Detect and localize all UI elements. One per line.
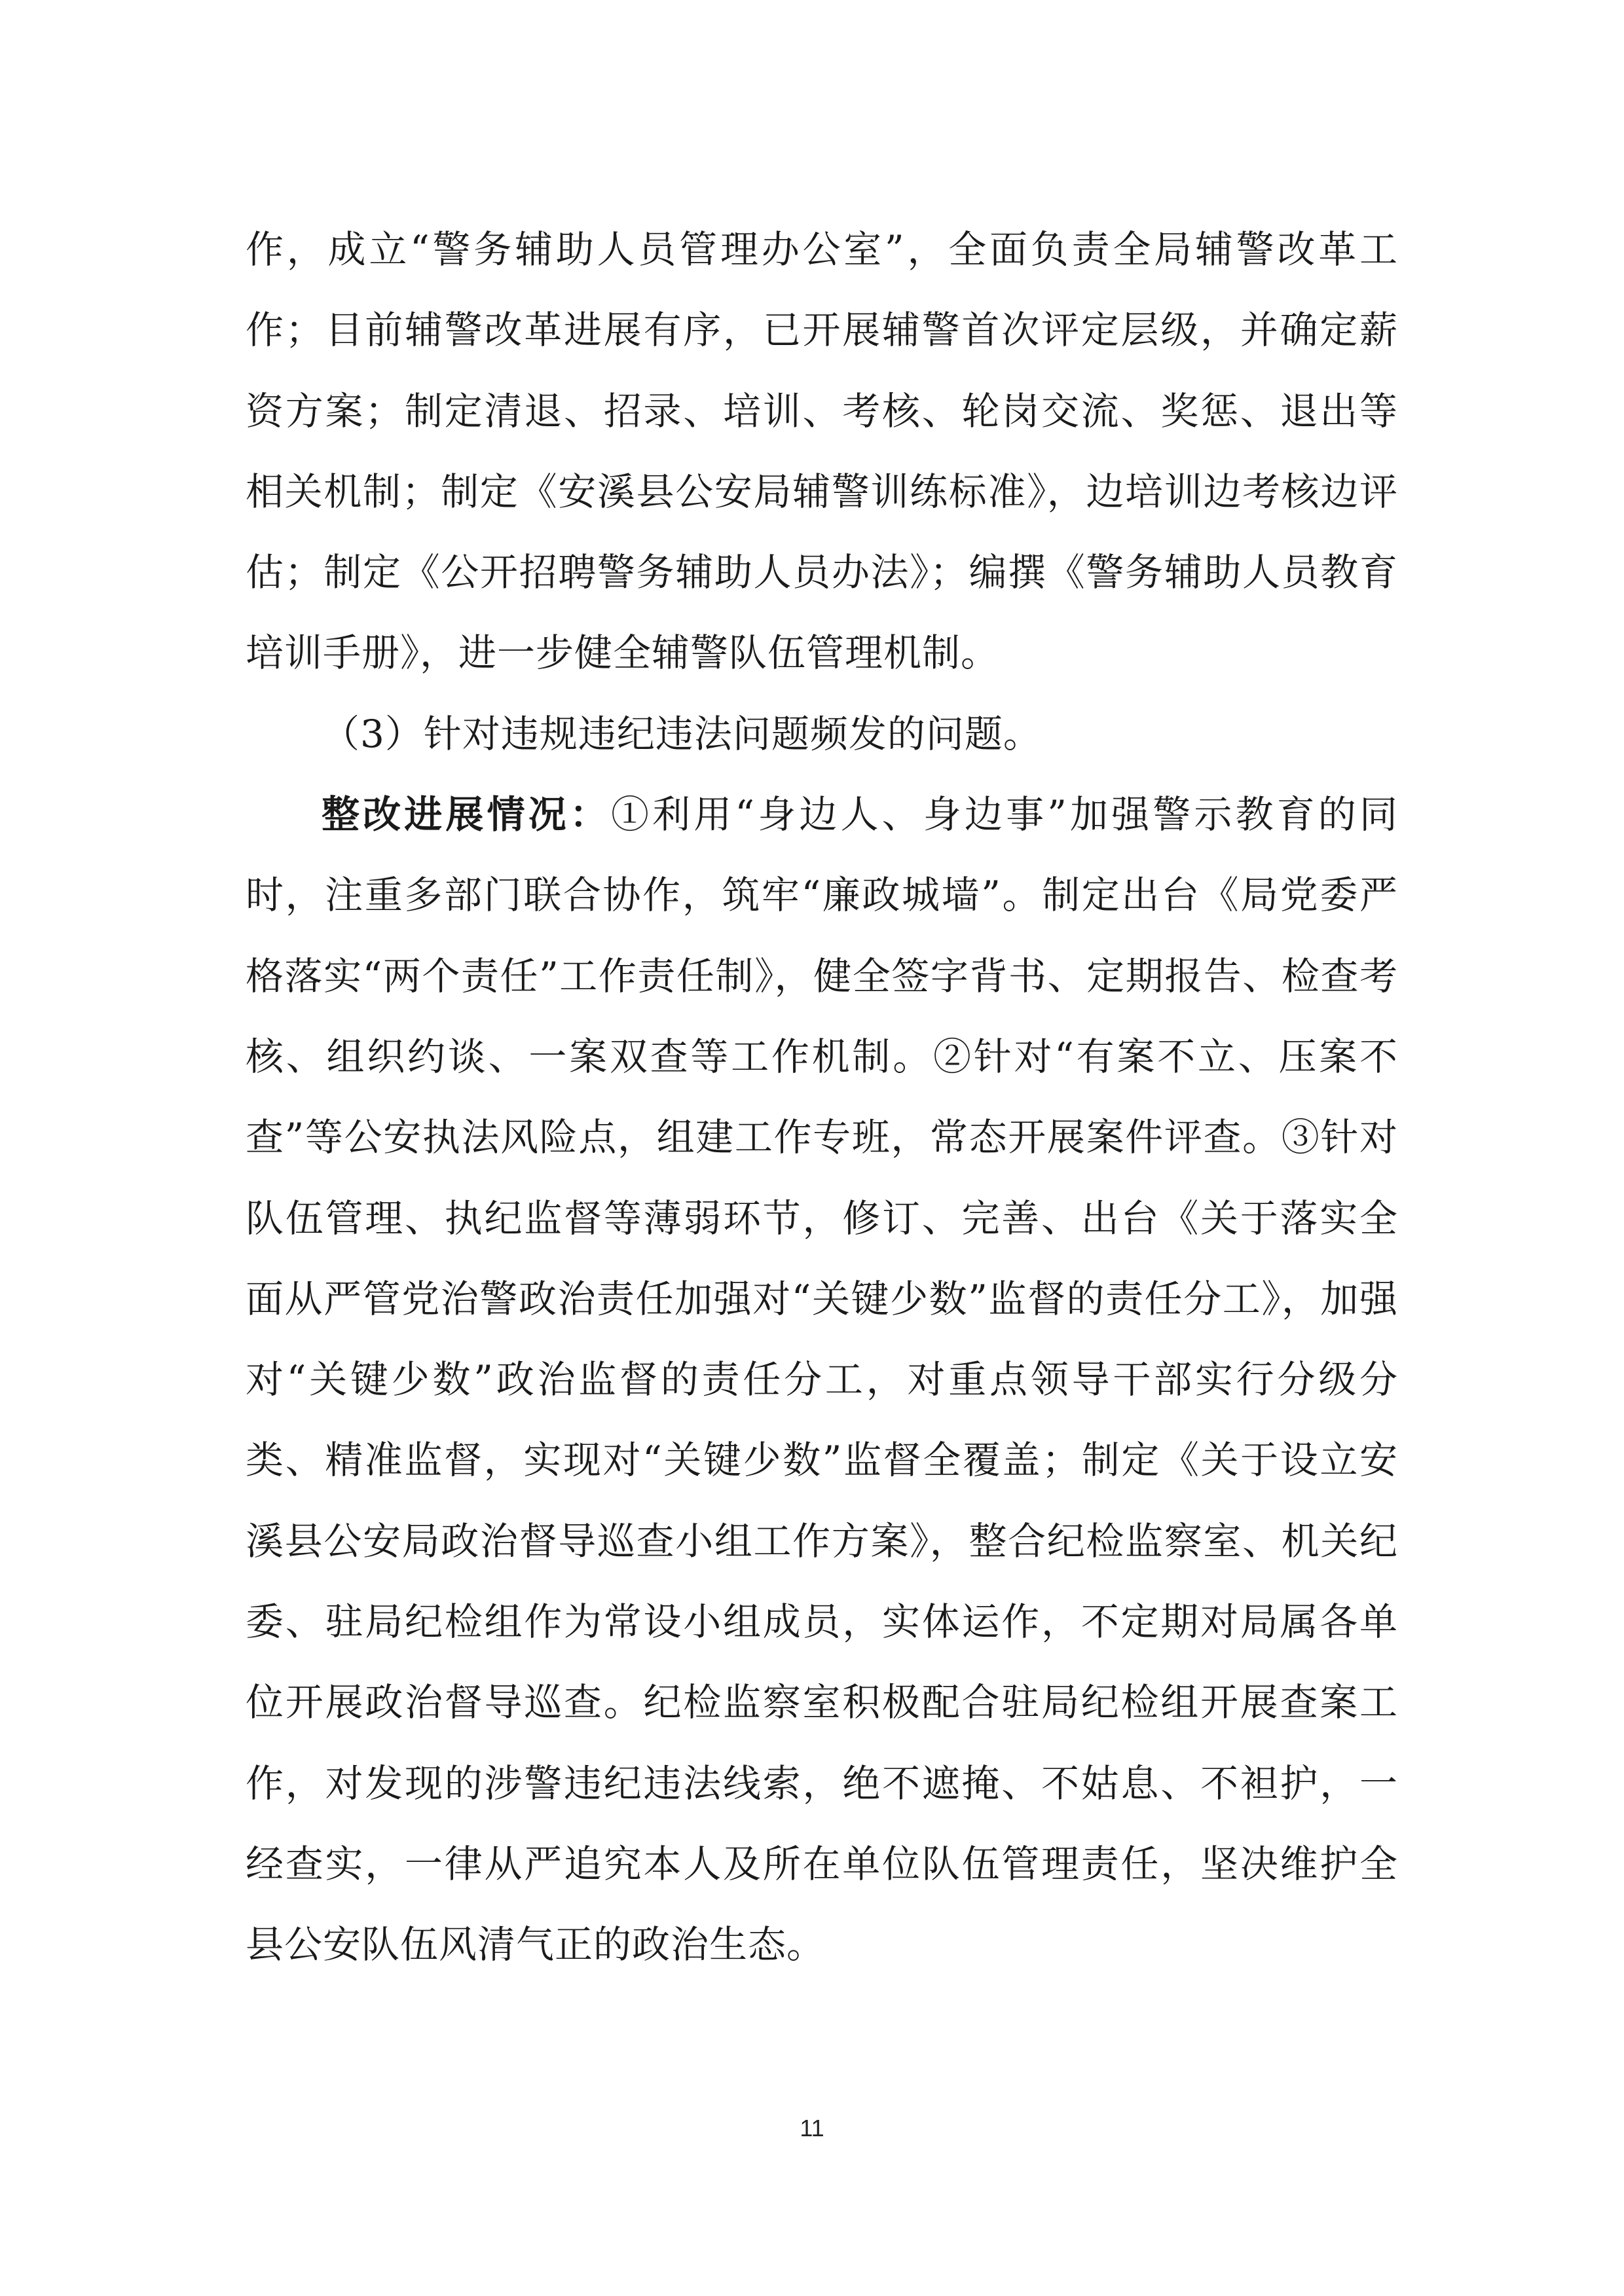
paragraph-continuation: 作，成立“警务辅助人员管理办公室”，全面负责全局辅警改革工作；目前辅警改革进展有序，已开展辅警首次评定层级，并确定薪资方案；制定清退、招录、培训、考核、轮岗交流、奖惩、退出等相关机制；制定《安溪县公安局辅警训练标准》，边培训边考核边评估；制定《公开招聘警务辅助人员办法》；编撰《警务辅助人员教育培训手册》，进一步健全辅警队伍管理机制。: [246, 227, 1398, 676]
progress-label: 整改进展情况：: [322, 792, 611, 837]
progress-text: ①利用“身边人、身边事”加强警示教育的同时，注重多部门联合协作，筑牢“廉政城墙”。制定出台《局党委严格落实“两个责任”工作责任制》，健全签字背书、定期报告、检查考核、组织约谈、一案双查等工作机制。②针对“有案不立、压案不查”等公安执法风险点，组建工作专班，常态开展案件评查。③针对队伍管理、执纪监督等薄弱环节，修订、完善、出台《关于落实全面从严管党治警政治责任加强对“关键少数”监督的责任分工》，加强对“关键少数”政治监督的责任分工，对重点领导干部实行分级分类、精准监督，实现对“关键少数”监督全覆盖；制定《关于设立安溪县公安局政治督导巡查小组工作方案》，整合纪检监察室、机关纪委、驻局纪检组作为常设小组成员，实体运作，不定期对局属各单位开展政治督导巡查。纪检监察室积极配合驻局纪检组开展查案工作，对发现的涉警违纪违法线索，绝不遮掩、不姑息、不袒护，一经查实，一律从严追究本人及所在单位队伍管理责任，坚决维护全县公安队伍风清气正的政治生态。: [246, 792, 1398, 1967]
section-heading: （3）针对违规违纪违法问题频发的问题。: [322, 711, 1042, 756]
page-number: 11: [800, 2115, 824, 2141]
document-body: [246, 210, 1398, 1986]
paragraph-progress: [246, 774, 1398, 1985]
